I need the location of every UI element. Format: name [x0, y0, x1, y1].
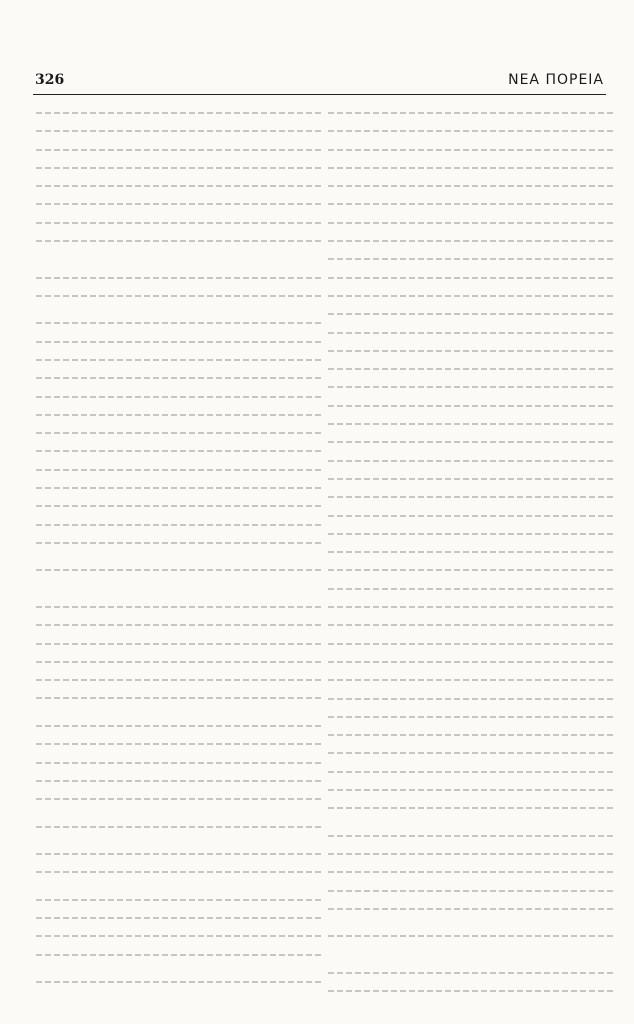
text-block	[36, 560, 321, 578]
text-line	[36, 844, 321, 862]
text-line	[36, 652, 321, 670]
text-line	[328, 158, 613, 176]
text-line	[328, 323, 613, 341]
text-line	[36, 478, 321, 496]
text-line	[36, 387, 321, 405]
text-line	[36, 496, 321, 514]
page-number: 326	[35, 72, 65, 88]
text-line	[328, 487, 613, 505]
text-line	[328, 652, 613, 670]
text-line	[328, 194, 613, 212]
text-line	[328, 469, 613, 487]
text-line	[36, 862, 321, 880]
text-line	[36, 533, 321, 551]
text-line	[328, 670, 613, 688]
text-line	[328, 121, 613, 139]
text-line	[328, 844, 613, 862]
text-line	[328, 579, 613, 597]
text-block	[36, 890, 321, 963]
text-line	[328, 213, 613, 231]
text-line	[328, 743, 613, 761]
text-line	[36, 734, 321, 752]
text-line	[328, 926, 613, 944]
text-line	[36, 460, 321, 478]
text-line	[328, 377, 613, 395]
text-line	[36, 789, 321, 807]
text-line	[36, 688, 321, 706]
text-line	[36, 441, 321, 459]
text-line	[36, 753, 321, 771]
text-line	[328, 725, 613, 743]
text-line	[328, 597, 613, 615]
text-line	[36, 670, 321, 688]
text-line	[36, 268, 321, 286]
text-line	[328, 899, 613, 917]
header-rule	[33, 94, 606, 95]
text-line	[328, 615, 613, 633]
text-line	[328, 762, 613, 780]
text-block	[36, 268, 321, 305]
text-line	[328, 798, 613, 816]
text-line	[36, 817, 321, 835]
text-line	[36, 515, 321, 533]
text-line	[36, 121, 321, 139]
journal-title: ΝΕΑ ΠΟΡΕΙΑ	[508, 72, 604, 88]
text-line	[328, 1000, 613, 1004]
text-block	[36, 716, 321, 807]
text-block	[328, 963, 613, 1004]
text-line	[36, 945, 321, 963]
text-line	[328, 176, 613, 194]
text-line	[36, 213, 321, 231]
text-line	[36, 615, 321, 633]
text-line	[36, 313, 321, 331]
text-line	[328, 689, 613, 707]
text-line	[36, 972, 321, 990]
text-line	[328, 359, 613, 377]
text-line	[328, 506, 613, 524]
text-line	[36, 194, 321, 212]
text-line	[36, 140, 321, 158]
text-line	[36, 890, 321, 908]
text-line	[328, 451, 613, 469]
text-line	[328, 140, 613, 158]
text-block	[328, 926, 613, 944]
text-line	[36, 103, 321, 121]
text-line	[328, 341, 613, 359]
text-line	[328, 286, 613, 304]
text-block	[36, 972, 321, 990]
text-line	[328, 707, 613, 725]
text-line	[36, 716, 321, 734]
text-line	[328, 981, 613, 999]
text-line	[328, 524, 613, 542]
text-line	[328, 542, 613, 560]
text-line	[328, 396, 613, 414]
text-line	[328, 103, 613, 121]
text-block	[36, 817, 321, 835]
text-line	[328, 432, 613, 450]
left-column	[36, 103, 321, 1004]
text-line	[36, 597, 321, 615]
text-line	[36, 176, 321, 194]
text-block	[36, 844, 321, 881]
text-line	[36, 332, 321, 350]
text-line	[328, 826, 613, 844]
right-column	[328, 103, 613, 1004]
text-line	[36, 405, 321, 423]
text-line	[328, 634, 613, 652]
text-line	[328, 249, 613, 267]
text-line	[36, 286, 321, 304]
text-line	[328, 963, 613, 981]
text-line	[328, 414, 613, 432]
text-line	[328, 881, 613, 899]
text-line	[36, 634, 321, 652]
text-line	[36, 368, 321, 386]
text-line	[36, 926, 321, 944]
text-line	[36, 771, 321, 789]
text-block	[36, 313, 321, 551]
text-block	[328, 103, 613, 817]
text-line	[328, 560, 613, 578]
text-line	[36, 231, 321, 249]
text-line	[36, 350, 321, 368]
text-block	[36, 597, 321, 707]
text-line	[36, 158, 321, 176]
text-line	[328, 304, 613, 322]
text-line	[328, 231, 613, 249]
text-block	[328, 826, 613, 917]
text-line	[36, 423, 321, 441]
text-line	[36, 908, 321, 926]
text-block	[36, 103, 321, 249]
text-line	[36, 560, 321, 578]
text-line	[328, 862, 613, 880]
text-line	[328, 780, 613, 798]
text-line	[328, 268, 613, 286]
